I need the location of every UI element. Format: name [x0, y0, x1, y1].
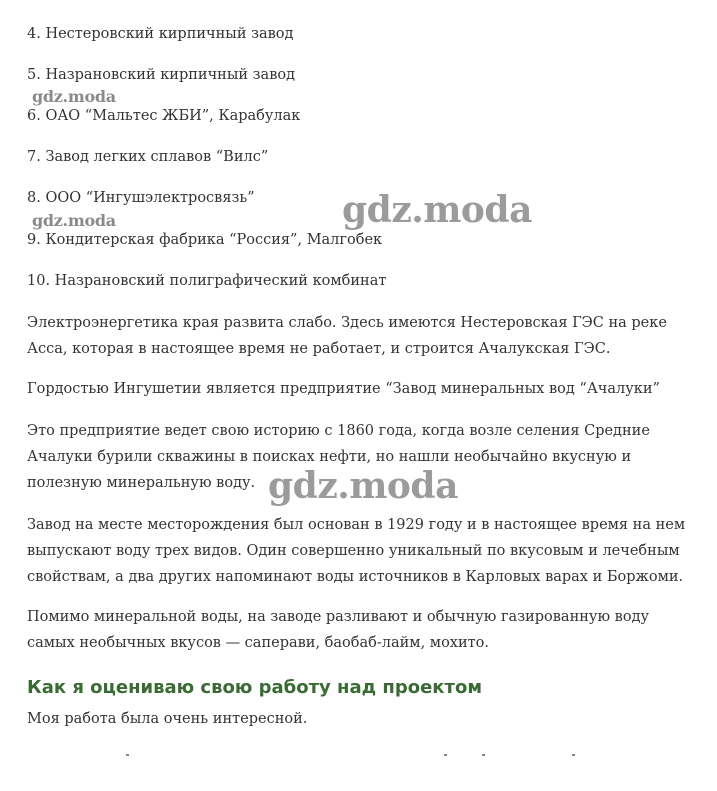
list-item: 8. ООО “Ингушэлектросвязь”	[27, 190, 255, 206]
list-item: 4. Нестеровский кирпичный завод	[27, 26, 294, 42]
cut-off-text-line	[27, 752, 627, 760]
watermark-large: gdz.moda	[342, 189, 532, 231]
watermark-small: gdz.moda	[32, 211, 116, 230]
paragraph-factory: Завод на месте месторождения был основан в 1929 году и в настоящее время на нем выпускают воду трех видов. Один совершенно уникальный по вкусовым и лечебным свойствам, а два других напоминают воды источников в Карловых варах и Боржоми.	[27, 517, 686, 585]
list-item: 5. Назрановский кирпичный завод	[27, 67, 296, 83]
list-item: 9. Кондитерская фабрика “Россия”, Малгобек	[27, 232, 383, 248]
list-item: 10. Назрановский полиграфический комбинат	[27, 273, 387, 289]
section-heading: Как я оцениваю свою работу над проектом	[27, 677, 483, 698]
watermark-large: gdz.moda	[268, 465, 458, 507]
watermark-small: gdz.moda	[32, 87, 116, 106]
list-item: 7. Завод легких сплавов “Вилс”	[27, 149, 269, 165]
paragraph-history: Это предприятие ведет свою историю с 1860 года, когда возле селения Средние Ачалуки бурили скважины в поисках нефти, но нашли необычайно вкусную и полезную минеральную воду.	[27, 423, 650, 491]
paragraph-closing: Моя работа была очень интересной.	[27, 711, 308, 727]
paragraph-products: Помимо минеральной воды, на заводе разливают и обычную газированную воду самых необычных вкусов — саперави, баобаб-лайм, мохито.	[27, 609, 650, 651]
list-item: 6. ОАО “Мальтес ЖБИ”, Карабулак	[27, 108, 301, 124]
paragraph-electric: Электроэнергетика края развита слабо. Здесь имеются Нестеровская ГЭС на реке Асса, которая в настоящее время не работает, и строится Ачалукская ГЭС.	[27, 315, 667, 357]
paragraph-pride: Гордостью Ингушетии является предприятие “Завод минеральных вод “Ачалуки”	[27, 381, 660, 397]
